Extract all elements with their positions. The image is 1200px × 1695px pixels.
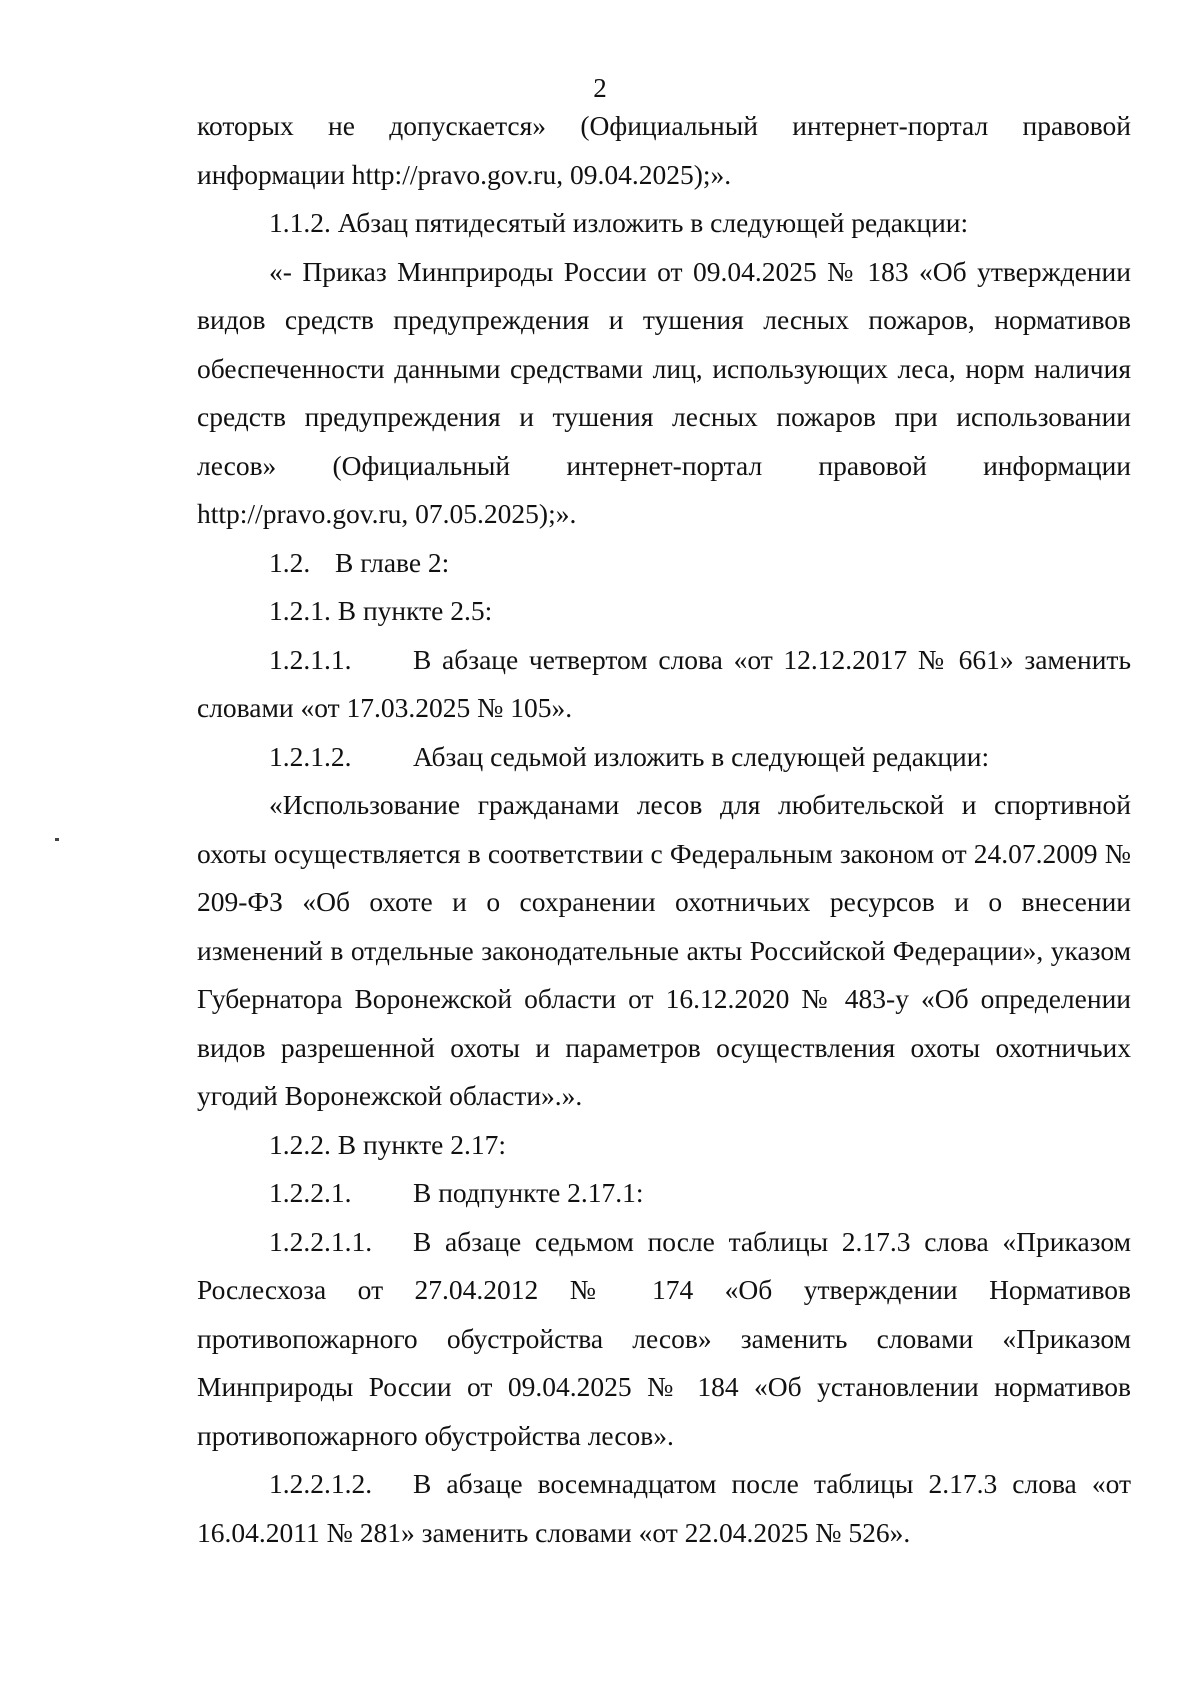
paragraph-text: В абзаце восемнадцатом после таблицы 2.17.3 слова «от 16.04.2011 № 281» заменить словами «от 22.04.2025 № 526». (197, 1468, 1131, 1548)
paragraph-text: В абзаце четвертом слова «от 12.12.2017 № 661» заменить словами «от 17.03.2025 № 105». (197, 643, 1131, 723)
section-number: 1.2.1.2. (269, 740, 352, 772)
scan-speck (55, 838, 59, 841)
paragraph-1-1-2 (197, 199, 1131, 248)
document-body (197, 102, 1131, 1557)
paragraph-quoted-order-183 (197, 248, 1131, 539)
paragraph-1-2-2-1-1 (197, 1218, 1131, 1461)
paragraph-1-2-2-1-2 (197, 1460, 1131, 1557)
section-number: 1.2.2.1. (269, 1177, 352, 1208)
paragraph-1-2-1-2 (197, 733, 1131, 782)
paragraph-text: «- Приказ Минприроды России от 09.04.2025 № 183 «Об утверждении видов средств предупреждения и тушения лесных пожаров, нормативов обеспеченности данными средствами лиц, использующих леса, норм наличия средств предупреждения и тушения лесных пожаров при использовании лесов» (Официальный интернет-портал правовой информации http://pravo.gov.ru, 07.05.2025);». (197, 255, 1131, 529)
paragraph-continuation (197, 102, 1131, 199)
section-number: 1.2.1.1. (269, 643, 352, 675)
section-number: 1.2. (269, 546, 311, 578)
section-number: 1.2.2.1.2. (269, 1468, 373, 1499)
paragraph-text: Абзац седьмой изложить в следующей редакции: (413, 740, 990, 772)
paragraph-quoted-hunting (197, 781, 1131, 1121)
paragraph-1-2-1 (197, 587, 1131, 636)
page-number: 2 (593, 73, 607, 103)
paragraph-1-2-1-1 (197, 636, 1131, 733)
paragraph-text: В абзаце седьмом после таблицы 2.17.3 слова «Приказом Рослесхоза от 27.04.2012 № 174 «Об утверждении Нормативов противопожарного обустройства лесов» заменить словами «Приказом Минприроды России от 09.04.2025 № 184 «Об установлении нормативов противопожарного обустройства лесов». (197, 1225, 1131, 1451)
paragraph-text: которых не допускается» (Официальный интернет-портал правовой информации http://pravo.gov.ru, 09.04.2025);». (197, 110, 1131, 190)
paragraph-text: «Использование гражданами лесов для любительской и спортивной охоты осуществляется в соответствии с Федеральным законом от 24.07.2009 № 209-ФЗ «Об охоте и о сохранении охотничьих ресурсов и о внесении изменений в отдельные законодательные акты Российской Федерации», указом Губернатора Воронежской области от 16.12.2020 № 483-у «Об определении видов разрешенной охоты и параметров осуществления охоты охотничьих угодий Воронежской области».». (197, 789, 1131, 1111)
paragraph-text: В подпункте 2.17.1: (413, 1177, 644, 1208)
paragraph-text: 1.1.2. Абзац пятидесятый изложить в следующей редакции: (269, 207, 969, 238)
paragraph-1-2-2 (197, 1121, 1131, 1170)
paragraph-text: 1.2.1. В пункте 2.5: (269, 595, 493, 626)
paragraph-text: 1.2.2. В пункте 2.17: (269, 1128, 507, 1160)
paragraph-1-2 (197, 539, 1131, 588)
section-number: 1.2.2.1.1. (269, 1225, 373, 1257)
paragraph-1-2-2-1 (197, 1169, 1131, 1218)
paragraph-text: В главе 2: (335, 546, 450, 578)
